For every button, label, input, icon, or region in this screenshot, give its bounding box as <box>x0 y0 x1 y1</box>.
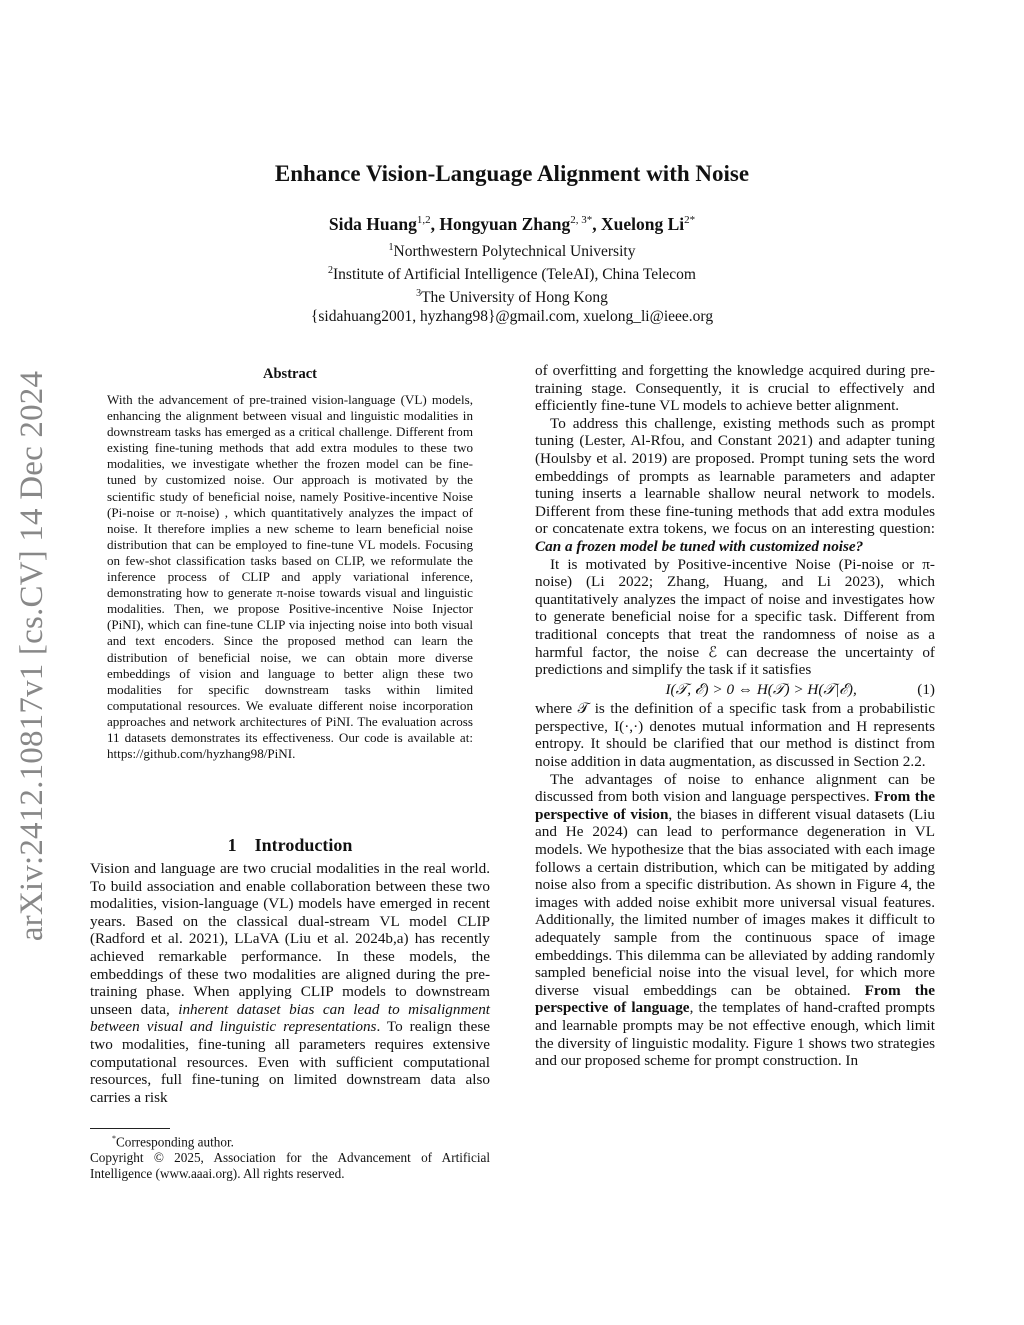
paragraph: of overfitting and forgetting the knowledge acquired during pre-training stage. Consequently, it is crucial to effectively and efficiently fine-tune VL models to achieve better alignment. <box>535 362 935 415</box>
affil-mark: 3 <box>416 288 422 300</box>
paragraph <box>535 771 935 1070</box>
affiliation-line <box>0 261 1024 284</box>
paragraph <box>535 415 935 556</box>
footnote-text: Corresponding author. <box>116 1134 234 1150</box>
affil-mark: 1 <box>388 242 394 253</box>
author-name: Sida Huang <box>328 213 417 234</box>
section-heading-introduction <box>90 833 490 857</box>
paragraph-text: , the templates of hand-crafted prompts and learnable prompts may be not effective enough, which limit the diversity of linguistic modality. Figure 1 shows two strategies and our proposed scheme for prompt construction. In <box>535 999 936 1070</box>
author-affil-mark: 1,2 <box>416 214 431 226</box>
affiliation-line <box>0 238 1024 261</box>
equation-body: I(𝒯, ℰ) > 0 ⇔ H(𝒯) > H(𝒯|ℰ), <box>665 680 857 698</box>
affiliations <box>0 238 1024 326</box>
abstract-text: With the advancement of pre-trained vision-language (VL) models, enhancing the alignment between visual and linguistic modalities in downstream tasks has emerged as a critical challenge. Different from existing fine-tuning methods that add extra modules to these two modalities, we investigate whether the frozen model can be fine-tuned by customized noise. Our approach is motivated by the scientific study of beneficial noise, namely Positive-incentive Noise (Pi-noise or π-noise) , which quantitatively analyzes the impact of noise. It therefore implies a new scheme to learn beneficial noise distribution that can be employed to fine-tune VL models. Focusing on few-shot classification tasks based on CLIP, we reformulate the inference process of CLIP and apply variational inference, demonstrating how to generate π-noise towards visual and linguistic modalities. Then, we propose Positive-incentive Noise Injector (PiNI), which can fine-tune CLIP via injecting noise into both visual and text encoders. Since the proposed method can learn the distribution of beneficial noise, we can obtain more diverse embeddings of vision and language to better align these two modalities for specific downstream tasks within limited computational resources. We evaluate different noise incorporation approaches and network architectures of PiNI. The evaluation across 11 datasets demonstrates its effectiveness. Our code is available at: https://github.com/hyzhang98/PiNI. <box>107 392 473 762</box>
author-name: Xuelong Li <box>600 213 685 234</box>
introduction-paragraph <box>90 860 490 1106</box>
footnote-mark: * <box>112 1134 116 1143</box>
affil-text: The University of Hong Kong <box>421 289 608 307</box>
intro-emphasis: inherent dataset bias can lead to misalignment between visual and linguistic representations <box>90 1000 491 1036</box>
affil-mark: 2 <box>328 265 334 277</box>
paragraph: It is motivated by Positive-incentive Noise (Pi-noise or π-noise) (Li 2022; Zhang, Huang, and Li 2023), which quantitatively analyzes the impact of noise and investigates how to generate beneficial noise for a specific task. Different from traditional concepts that treat the randomness of noise as a harmful factor, the noise ℰ can decrease the uncertainty of predictions and simplify the task if it satisfies <box>535 555 935 679</box>
footnotes <box>90 1131 490 1181</box>
author-affil-mark: 2, 3* <box>570 214 593 226</box>
affiliation-line <box>0 284 1024 307</box>
research-question: Can a frozen model be tuned with customized noise? <box>535 537 864 555</box>
corresponding-footnote <box>90 1131 490 1150</box>
equation-number: (1) <box>917 680 935 698</box>
paragraph-text: The advantages of noise to enhance alignment can be discussed from both vision and language perspectives. <box>535 770 935 806</box>
bold-phrase: From the perspective of language <box>535 981 935 1017</box>
author-affil-mark: 2* <box>684 214 696 226</box>
paragraph-text: , the biases in different visual datasets (Liu and He 2024) can lead to performance degeneration in VL models. We hypothesize that the bias associated with each image follows a certain distribution, which can be mitigated by adding noise also from a specific distribution. As shown in Figure 4, the images with added noise exhibit more universal visual features. Additionally, the limited number of images makes it difficult to adequately sample from the continuous space of image embeddings. This dilemma can be alleviated by adding randomly sampled beneficial noise into the visual level, for which more diverse visual embeddings can be obtained. <box>535 805 935 999</box>
intro-text: . To realign these two modalities, fine-tuning all parameters requires extensive computational resources. Even with sufficient computational resources, full fine-tuning on limited downstream data also carries a risk <box>90 1018 490 1106</box>
abstract-heading: Abstract <box>263 366 317 382</box>
footnote-rule <box>90 1128 170 1129</box>
equation <box>535 681 935 699</box>
arxiv-identifier: arXiv:2412.10817v1 [cs.CV] 14 Dec 2024 <box>14 370 50 942</box>
section-title: Introduction <box>254 835 353 855</box>
bold-phrase: From the perspective of vision <box>535 788 936 823</box>
affil-text: Institute of Artificial Intelligence (TeleAI), China Telecom <box>333 266 696 284</box>
paper-title: Enhance Vision-Language Alignment with Noise <box>274 161 750 186</box>
author-name: Hongyuan Zhang <box>439 213 571 234</box>
paragraph-text: To address this challenge, existing methods such as prompt tuning (Lester, Al-Rfou, and Constant 2021) and adapter tuning (Houlsby et al. 2019) are proposed. Prompt tuning sets the word embeddings of prompts as learnable parameters and adapter tuning inserts a learnable shallow neural network to models. Different from these fine-tuning methods that add extra modules or concatenate extra tokens, we focus on an interesting question: <box>535 414 935 538</box>
author-emails: {sidahuang2001, hyzhang98}@gmail.com, xuelong_li@ieee.org <box>310 308 714 326</box>
author-list: Sida Huang$^{1,2}$, Hongyuan Zhang$^{2, 3*}$, Xuelong $Li^{2*}$ <box>328 213 696 234</box>
affil-text: Northwestern Polytechnical University <box>393 243 636 261</box>
right-column <box>535 362 935 1070</box>
copyright-notice: Copyright © 2025, Association for the Advancement of Artificial Intelligence (www.aaai.org). All rights reserved. <box>90 1149 490 1181</box>
section-number: 1 <box>227 835 237 855</box>
intro-text: Vision and language are two crucial modalities in the real world. To build association and enable collaboration between these two modalities, vision-language (VL) models have emerged in recent years. Based on the classical dual-stream VL model CLIP (Radford et al. 2021), LLaVA (Liu et al. 2024b,a) has recently achieved remarkable performance. In these models, the embeddings of these two modalities are aligned during the pre-training phase. When applying CLIP models to downstream unseen data, <box>90 860 490 1018</box>
paragraph: where 𝒯 is the definition of a specific task from a probabilistic perspective, I(·,·) denotes mutual information and H represents entropy. It should be clarified that our method is distinct from noise addition in data augmentation, as discussed in Section 2.2. <box>535 700 935 771</box>
